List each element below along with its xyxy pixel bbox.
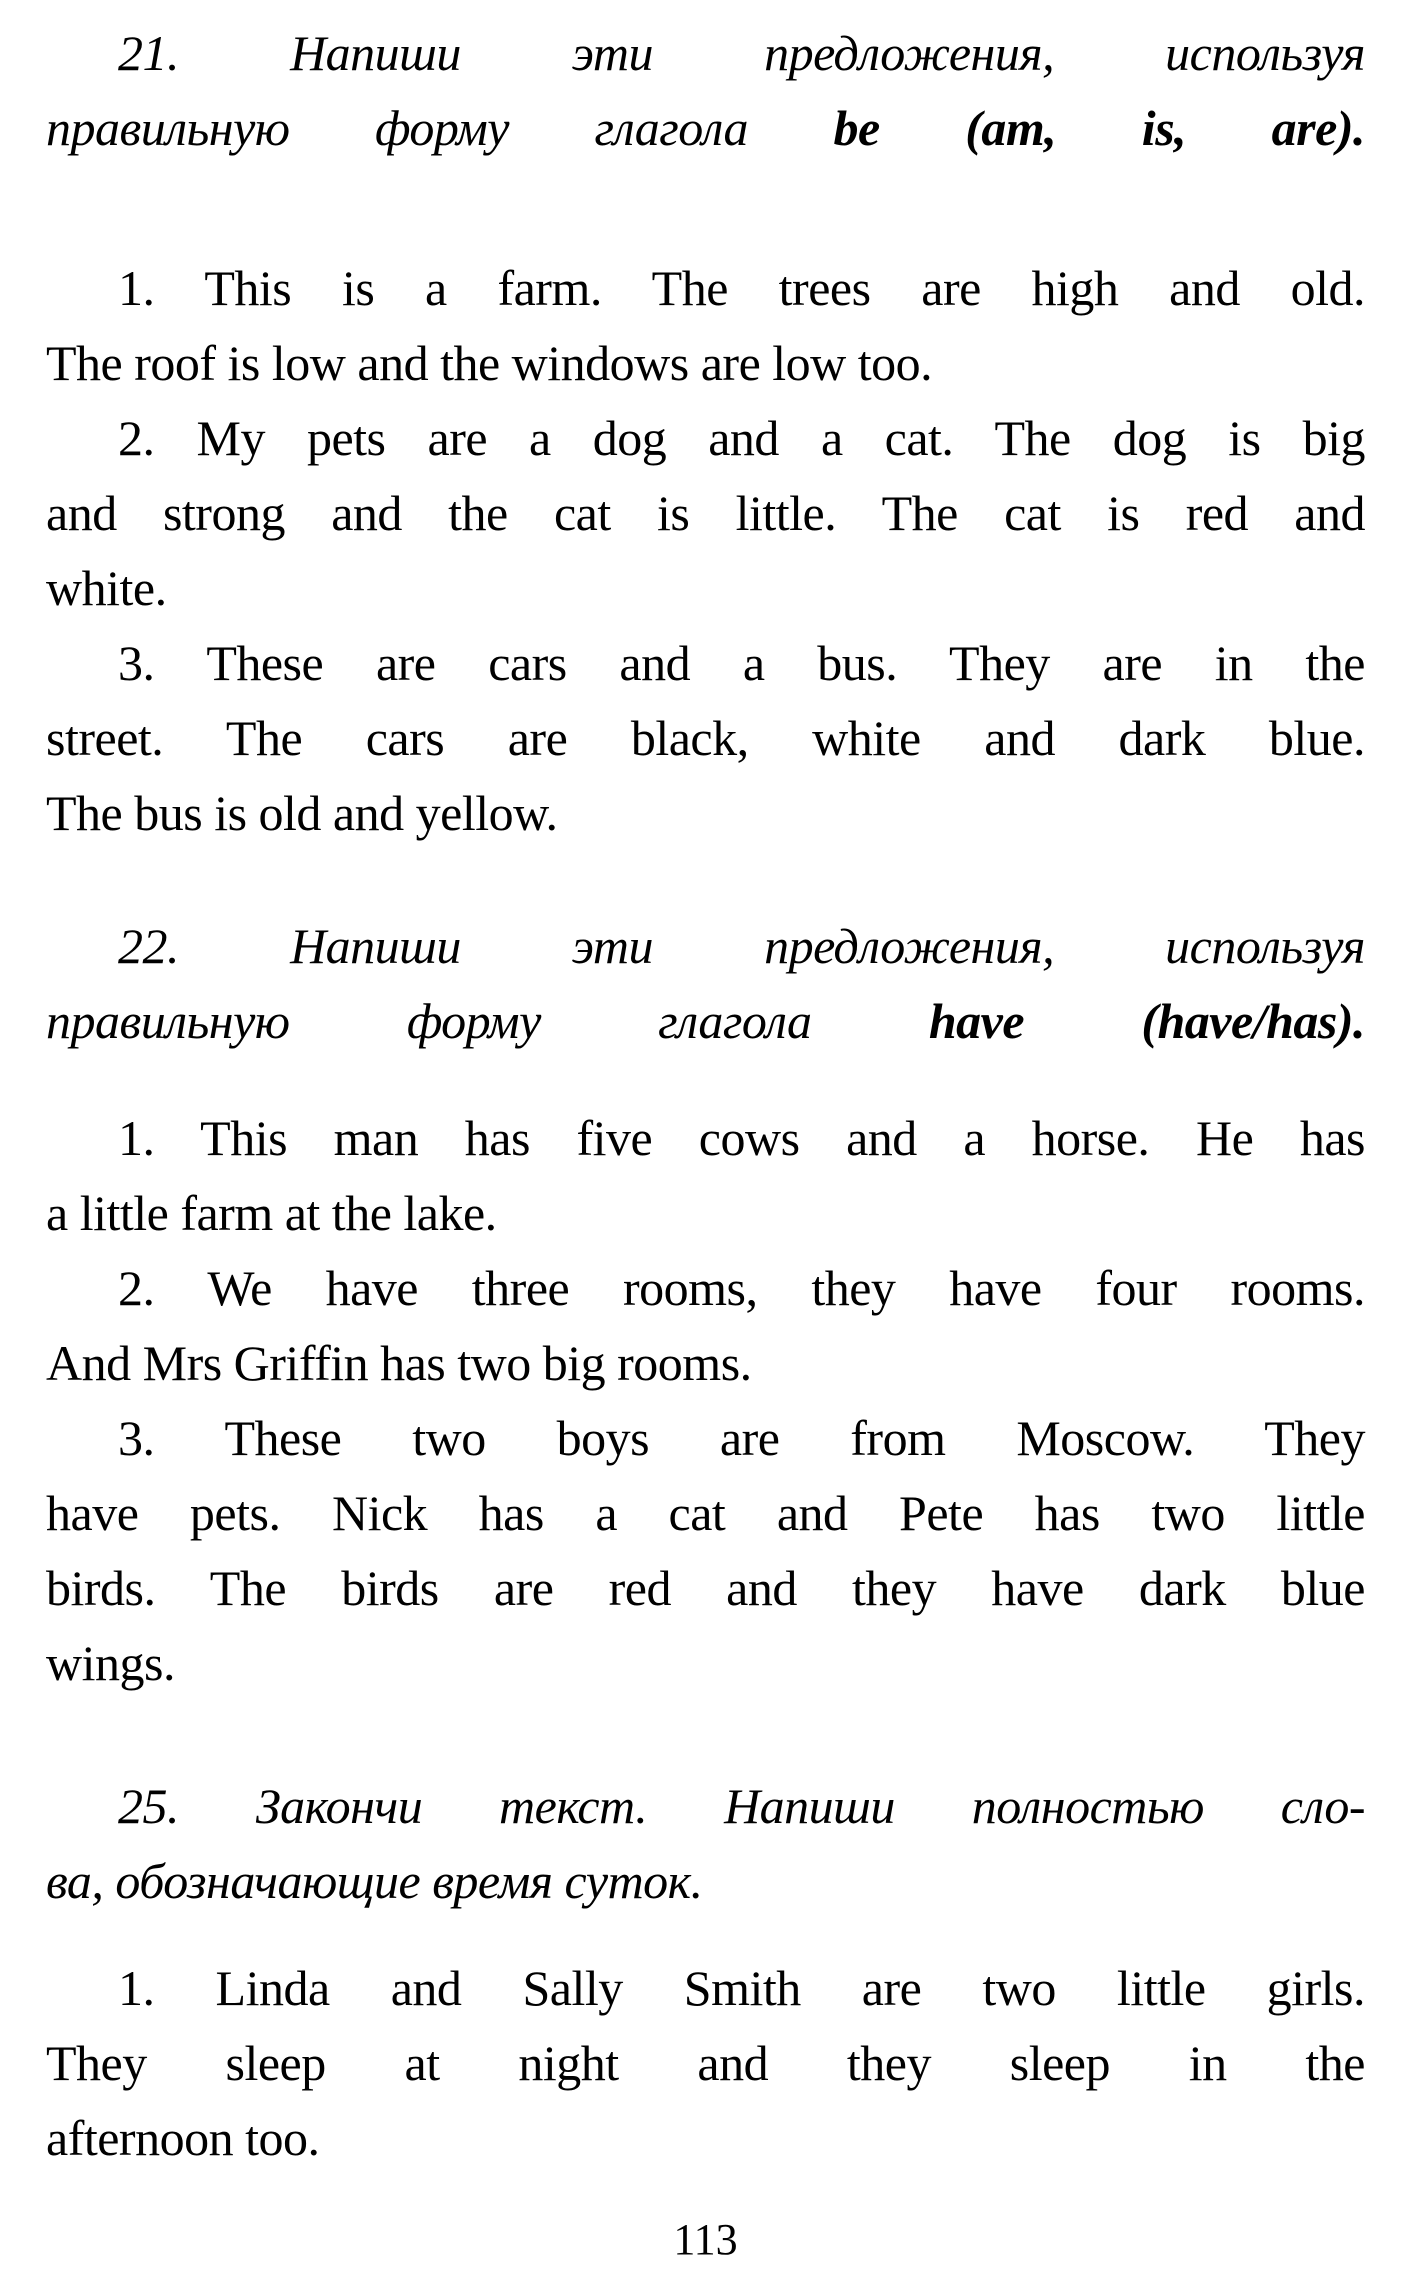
text-line bbox=[46, 984, 1365, 1059]
text-line bbox=[46, 1401, 1365, 1476]
text-line bbox=[46, 626, 1365, 701]
text-run: The bus is old and yellow. bbox=[46, 785, 558, 841]
text-run: 25. Закончи текст. Напиши полностью сло- bbox=[118, 1778, 1365, 1834]
text-line bbox=[46, 551, 1365, 626]
text-line bbox=[46, 1101, 1365, 1176]
text-line bbox=[46, 401, 1365, 476]
text-run: 2. We have three rooms, they have four rooms. bbox=[118, 1260, 1365, 1316]
text-line bbox=[46, 1326, 1365, 1401]
exercise-22-item-3 bbox=[46, 1401, 1365, 1701]
exercise-21-item-3 bbox=[46, 626, 1365, 851]
exercise-25-heading bbox=[46, 1769, 1365, 1919]
text-line bbox=[46, 1626, 1365, 1701]
text-run: white. bbox=[46, 560, 167, 616]
text-run: And Mrs Griffin has two big rooms. bbox=[46, 1335, 752, 1391]
exercise-22-item-2 bbox=[46, 1251, 1365, 1401]
text-run: 1. This is a farm. The trees are high and old. bbox=[118, 260, 1365, 316]
text-run: and strong and the cat is little. The cat is red and bbox=[46, 485, 1365, 541]
text-line bbox=[46, 1176, 1365, 1251]
exercise-21-heading bbox=[46, 16, 1365, 166]
text-run: wings. bbox=[46, 1635, 175, 1691]
text-line bbox=[46, 1769, 1365, 1844]
text-run: The roof is low and the windows are low too. bbox=[46, 335, 933, 391]
text-line bbox=[46, 776, 1365, 851]
text-run: 1. Linda and Sally Smith are two little girls. bbox=[118, 1960, 1365, 2016]
text-line bbox=[46, 1551, 1365, 1626]
exercise-21-item-2 bbox=[46, 401, 1365, 626]
text-line bbox=[46, 251, 1365, 326]
text-line bbox=[46, 1844, 1365, 1919]
verb-forms-bold-text: be (am, is, are). bbox=[833, 100, 1365, 156]
text-line bbox=[46, 701, 1365, 776]
text-run: a little farm at the lake. bbox=[46, 1185, 497, 1241]
text-line bbox=[46, 16, 1365, 91]
text-line bbox=[46, 2101, 1365, 2176]
text-run: 21. Напиши эти предложения, используя bbox=[118, 25, 1365, 81]
text-line bbox=[46, 1951, 1365, 2026]
text-line bbox=[46, 1476, 1365, 1551]
exercise-21-item-1 bbox=[46, 251, 1365, 401]
text-run: 22. Напиши эти предложения, используя bbox=[118, 918, 1365, 974]
text-run: правильную форму глагола bbox=[46, 100, 834, 156]
text-run: ва, обозначающие время суток. bbox=[46, 1853, 703, 1909]
text-line bbox=[46, 1251, 1365, 1326]
text-line bbox=[46, 91, 1365, 166]
text-run: birds. The birds are red and they have dark blue bbox=[46, 1560, 1365, 1616]
text-run: 2. My pets are a dog and a cat. The dog is big bbox=[118, 410, 1365, 466]
exercise-22-item-1 bbox=[46, 1101, 1365, 1251]
text-run: правильную форму глагола bbox=[46, 993, 929, 1049]
text-run: have pets. Nick has a cat and Pete has two little bbox=[46, 1485, 1365, 1541]
text-line bbox=[46, 909, 1365, 984]
text-run: They sleep at night and they sleep in the bbox=[46, 2035, 1365, 2091]
text-run: 3. These are cars and a bus. They are in the bbox=[118, 635, 1365, 691]
text-line bbox=[46, 476, 1365, 551]
text-run: street. The cars are black, white and dark blue. bbox=[46, 710, 1365, 766]
exercise-22-heading bbox=[46, 909, 1365, 1059]
exercise-25-item-1 bbox=[46, 1951, 1365, 2176]
verb-forms-bold-text: have (have/has). bbox=[928, 993, 1365, 1049]
text-line bbox=[46, 2026, 1365, 2101]
page-number: 113 bbox=[673, 2215, 738, 2264]
text-run: 1. This man has five cows and a horse. He has bbox=[118, 1110, 1365, 1166]
text-line bbox=[46, 326, 1365, 401]
text-run: afternoon too. bbox=[46, 2110, 320, 2166]
text-run: 3. These two boys are from Moscow. They bbox=[118, 1410, 1365, 1466]
